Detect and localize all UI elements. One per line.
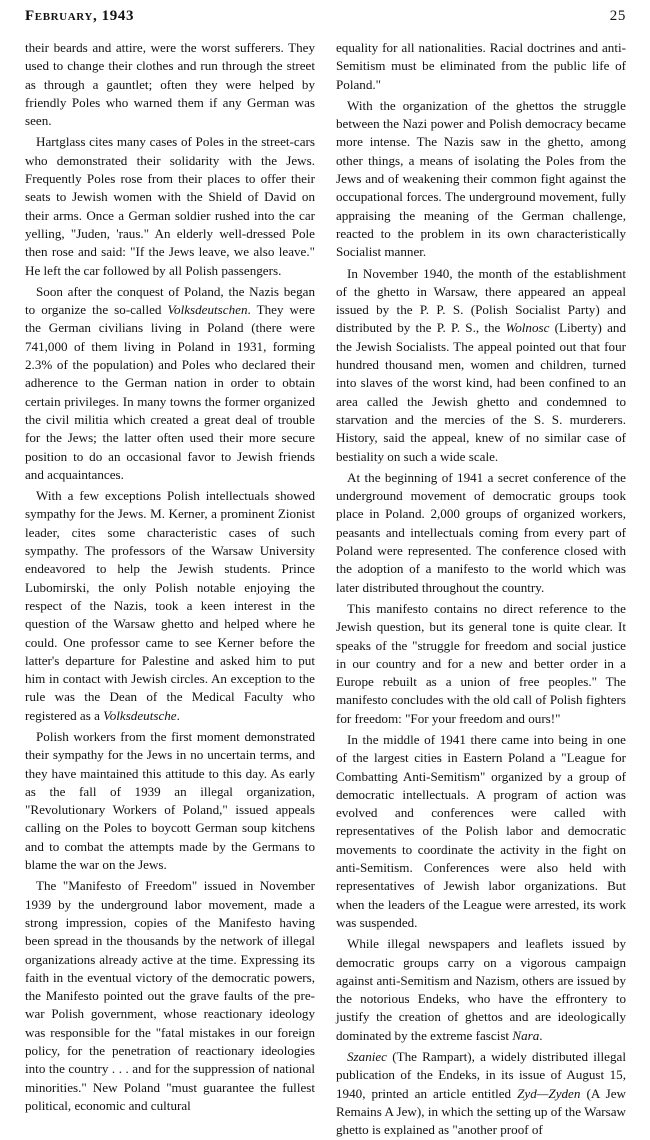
text-run: (Liberty) and the Jewish Socialists. The appeal pointed out that four hundred thousand men, women and children, turned into slaves of the worst kind, had been confined to an area called the Jewish ghetto and condemned to starvation and the mercies of the S. S. murderers. History, said the appeal, knew of no similar case of bestiality on such a wide scale. [336,320,627,464]
paragraph [336,935,626,1045]
paragraph [25,487,315,725]
paragraph: In the middle of 1941 there came into being in one of the largest cities in Eastern Poland a "League for Combatting Anti-Semitism" organized by a group of democratic intellectuals. A program of action was evolved and conferences were called with representatives of the Polish labor and democratic movements to coordinate the activity in the fight on anti-Semitism. Conferences were also held with representatives of Jewish labor organizations. But when the leaders of the League were arrested, its work was suspended. [336,731,626,930]
article-body [25,39,626,1140]
paragraph [336,265,626,466]
left-column [25,39,315,1140]
italic-term: Szaniec [347,1049,387,1065]
text-run: In November 1940, the month of the establishment of the ghetto in Warsaw, there appeared an appeal issued by the P. P. S. (Polish Socialist Party) and distributed by the P. P. S., the [336,265,626,336]
italic-term: Volksdeutschen [167,302,248,318]
paragraph: With the organization of the ghettos the struggle between the Nazi power and Polish democracy became more intense. The Nazis saw in the ghetto, among other things, a means of isolating the Poles from the Jews and of weakening their common fight against the occupational forces. The underground movement, fully appraising the meaning of the German challenge, reacted to the problem in its own characteristically Socialist manner. [336,97,626,260]
text-run: (The Rampart), a widely distributed illegal publication of the Endeks, in its issue of August 15, 1940, printed an article entitled [336,1049,626,1101]
text-run: . [176,707,180,723]
paragraph: The "Manifesto of Freedom" issued in November 1939 by the underground labor movement, made a strong impression, copies of the Manifesto having been spread in the thousands by the network of illegal organizations already active at the time. Expressing its faith in the eventual victory of the democratic powers, the Manifesto pointed out the grave faults of the pre-war Polish government, whose reactionary ideology was responsible for the "fatal mistakes in our foreign policy, for the penetration of reactionary ideologies into the country . . . and for the suppression of national minorities." New Poland "must guarantee the fullest political, economic and cultural [25,878,315,1113]
paragraph: their beards and attire, were the worst sufferers. They used to change their clothes and run through the street as through a gauntlet; often they were helped by friendly Poles who warned them if any German was seen. [25,40,315,129]
page-number: 25 [609,8,626,24]
italic-term: Zyd—Zyden [517,1085,581,1101]
paragraph: equality for all nationalities. Racial doctrines and anti-Semitism must be eliminated from the public life of Poland." [336,40,626,92]
text-run: While illegal newspapers and leaflets issued by democratic groups carry on a vigorous campaign against anti-Semitism and Nazism, others are issued by the notorious Endeks, who have the effrontery to justify the creation of ghettos and are ideologically dominated by the extreme fascist [336,936,626,1043]
italic-term: Volksdeutsche [103,707,177,723]
italic-term: Nara [512,1027,540,1043]
paragraph [336,1048,626,1139]
text-run: With a few exceptions Polish intellectuals showed sympathy for the Jews. M. Kerner, a prominent Zionist leader, cites some characteristic cases of such sympathy. The professors of the Warsaw University endeavored to help the Jewish students. Prince Lubomirski, the only Polish notable enjoying the respect of the Nazis, took a keen interest in the question of the Warsaw ghetto and helped where he could. One professor came to see Kerner before the latter's departure for Palestine and asked him to put him in contact with Jewish circles. An exception to the rule was the Dean of the Medical Faculty who registered as a [25,488,315,723]
text-run: . They were the German civilians living in Poland (there were 741,000 of them living in Poland in 1931, forming 2.3% of the population) and Poles who declared their adherence to the German nation in order to obtain certain privileges. In many towns the former organized the civil militia which created a great deal of trouble for the Jews; the latter often used their more secure position to do an occasional favor to Jewish friends and acquaintances. [25,302,315,482]
running-head-date: February, 1943 [25,8,135,24]
paragraph [25,283,315,484]
text-run: Soon after the conquest of Poland, the Nazis began to organize the so-called [25,283,315,318]
italic-term: Wolnosc [505,320,550,336]
text-run: (A Jew Remains A Jew), in which the setting up of the Warsaw ghetto is explained as "another proof of [336,1085,626,1138]
paragraph: At the beginning of 1941 a secret conference of the underground movement of democratic groups took place in Poland. 2,000 groups of organized workers, peasants and intellectuals coming from every part of Poland were represented. The conference closed with the adoption of a manifesto to the world which was later distributed throughout the country. [336,469,626,595]
running-header [25,8,626,36]
paragraph: Polish workers from the first moment demonstrated their sympathy for the Jews in no uncertain terms, and they have maintained this attitude to this day. As early as the fall of 1939 an illegal organization, "Revolutionary Workers of Poland," issued appeals calling on the Poles to boycott German soup kitchens and to combat the attempts made by the Germans to blame the war on the Jews. [25,728,315,873]
right-column [336,39,626,1140]
paragraph: Hartglass cites many cases of Poles in the street-cars who demonstrated their solidarity with the Jews. Frequently Poles rose from their places to offer their seats to Jewish women with the Shield of David on their arms. Once a German soldier rushed into the car yelling, "Juden, 'raus." An elderly well-dressed Pole then rose and said: "If the Jews leave, we also leave." He left the car followed by all Polish passengers. [25,134,315,278]
paragraph: This manifesto contains no direct reference to the Jewish question, but its general tone is quite clear. It speaks of the "struggle for freedom and social justice in our country and for a new and better order in a Europe rebuilt as a union of free peoples." The manifesto concludes with the old call of Polish fighters for freedom: "For your freedom and ours!" [336,600,626,726]
text-run: . [539,1027,543,1043]
